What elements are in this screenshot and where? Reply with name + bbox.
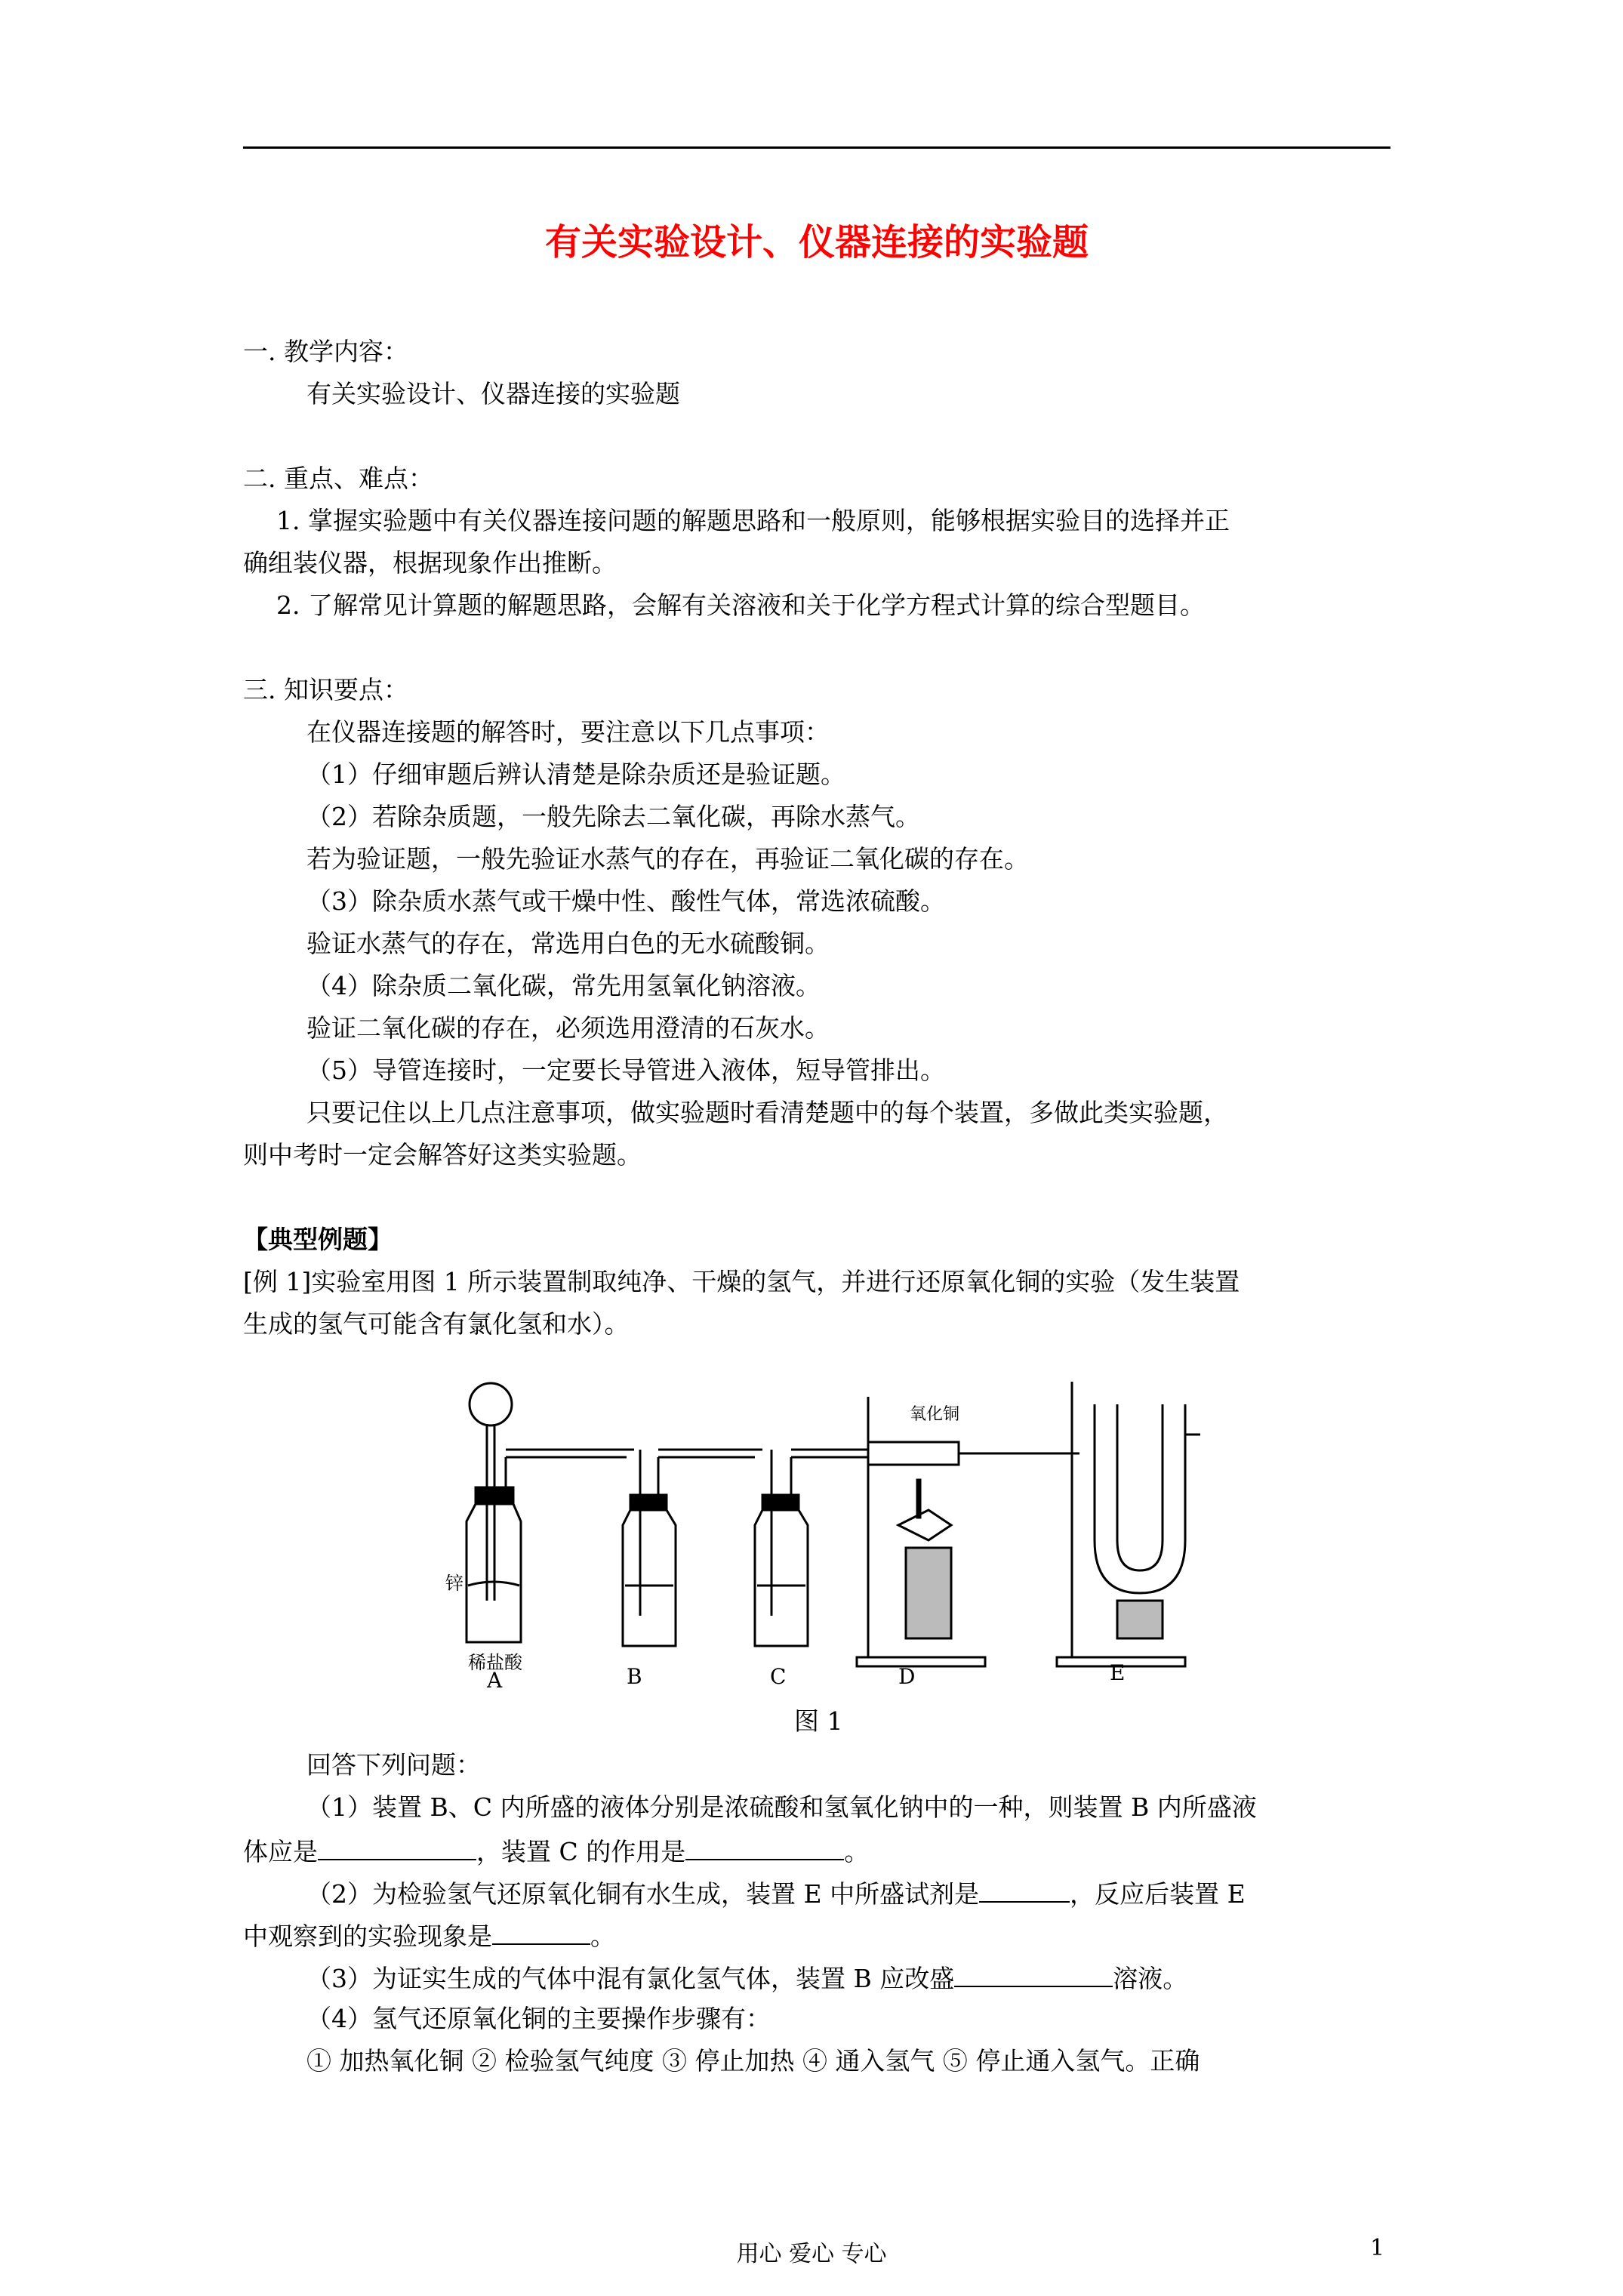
apparatus-a: [467, 1383, 634, 1642]
section2-heading: 二. 重点、难点：: [243, 464, 433, 493]
figure-label-c: C: [770, 1664, 787, 1689]
section2-item1-line1: 1. 掌握实验题中有关仪器连接问题的解题思路和一般原则，能够根据实验目的选择并正: [276, 506, 1230, 535]
section3-line: （3）除杂质水蒸气或干燥中性、酸性气体，常选浓硫酸。: [306, 886, 945, 916]
header-rule: [243, 146, 1390, 149]
answer-blank[interactable]: [492, 1919, 590, 1945]
question3-text-a: （3）为证实生成的气体中混有氯化氢气体，装置 B 应改盛: [306, 1964, 955, 1993]
figure-label-cuo: 氧化铜: [910, 1405, 960, 1424]
apparatus-e: [1019, 1382, 1200, 1666]
footer-motto: 用心 爱心 专心: [736, 2241, 887, 2267]
question2-text-a: （2）为检验氢气还原氧化铜有水生成，装置 E 中所盛试剂是: [306, 1879, 980, 1909]
example-heading: 【典型例题】: [243, 1225, 393, 1254]
section2-item2: 2. 了解常见计算题的解题思路，会解有关溶液和关于化学方程式计算的综合型题目。: [276, 590, 1205, 620]
section1-body: 有关实验设计、仪器连接的实验题: [306, 379, 680, 408]
apparatus-c: [755, 1450, 868, 1646]
answer-blank[interactable]: [685, 1835, 844, 1860]
section3-line: 若为验证题，一般先验证水蒸气的存在，再验证二氧化碳的存在。: [306, 844, 1029, 874]
figure-label-zinc: 锌: [445, 1573, 463, 1594]
figure-label-d: D: [898, 1664, 916, 1689]
question1-line2: [243, 1835, 869, 1867]
question3-line: [306, 1962, 1187, 1994]
section3-line: 在仪器连接题的解答时，要注意以下几点事项：: [306, 717, 830, 747]
example1-line1: [例 1]实验室用图 1 所示装置制取纯净、干燥的氢气，并进行还原氧化铜的实验（发生装置: [243, 1267, 1240, 1296]
section1-heading: 一. 教学内容：: [243, 337, 408, 366]
question1-text-a: 体应是: [243, 1837, 318, 1866]
question2-text-c: 中观察到的实验现象是: [243, 1922, 492, 1951]
question1-text-b: ，装置 C 的作用是: [476, 1837, 686, 1866]
section3-line: （2）若除杂质题，一般先除去二氧化碳，再除水蒸气。: [306, 802, 920, 831]
question2-text-b: ，反应后装置 E: [1070, 1879, 1246, 1909]
figure-label-a: A: [487, 1668, 503, 1691]
section2-item1-line2: 确组装仪器，根据现象作出推断。: [243, 548, 617, 578]
section3-heading: 三. 知识要点：: [243, 675, 408, 704]
section3-line: （5）导管连接时，一定要长导管进入液体，短导管排出。: [306, 1056, 945, 1085]
section3-line: （4）除杂质二氧化碳，常先用氢氧化钠溶液。: [306, 971, 821, 1000]
figure-label-b: B: [627, 1664, 642, 1689]
page-title: 有关实验设计、仪器连接的实验题: [544, 221, 1089, 264]
section3-line: （1）仔细审题后辨认清楚是除杂质还是验证题。: [306, 760, 845, 789]
questions-intro: 回答下列问题：: [306, 1750, 481, 1780]
question2-line2: [243, 1919, 615, 1952]
question1-line1: （1）装置 B、C 内所盛的液体分别是浓硫酸和氢氧化钠中的一种，则装置 B 内所盛液: [306, 1792, 1257, 1822]
question4-steps: ① 加热氧化铜 ② 检验氢气纯度 ③ 停止加热 ④ 通入氢气 ⑤ 停止通入氢气。正确: [306, 2046, 1200, 2076]
figure-caption: 图 1: [794, 1706, 843, 1736]
section3-line: 只要记住以上几点注意事项，做实验题时看清楚题中的每个装置，多做此类实验题，: [306, 1098, 1228, 1127]
page-number: 1: [1370, 2235, 1385, 2261]
figure-label-e: E: [1110, 1660, 1126, 1685]
question3-text-b: 溶液。: [1113, 1964, 1188, 1993]
answer-blank[interactable]: [954, 1962, 1113, 1987]
question1-text-c: 。: [844, 1837, 870, 1866]
section3-line: 验证水蒸气的存在，常选用白色的无水硫酸铜。: [306, 929, 830, 958]
apparatus-figure: [445, 1374, 1200, 1691]
answer-blank[interactable]: [979, 1877, 1070, 1903]
question2-line1: [306, 1877, 1246, 1909]
question4-line: （4）氢气还原氧化铜的主要操作步骤有：: [306, 2004, 771, 2033]
figure-label-acid: 稀盐酸: [468, 1652, 522, 1673]
answer-blank[interactable]: [318, 1835, 476, 1860]
question2-text-d: 。: [590, 1922, 615, 1951]
apparatus-b: [623, 1450, 762, 1646]
example1-line2: 生成的氢气可能含有氯化氢和水）。: [243, 1309, 630, 1339]
apparatus-d: [857, 1397, 1019, 1666]
section3-last-line: 则中考时一定会解答好这类实验题。: [243, 1140, 642, 1170]
section3-line: 验证二氧化碳的存在，必须选用澄清的石灰水。: [306, 1013, 830, 1043]
